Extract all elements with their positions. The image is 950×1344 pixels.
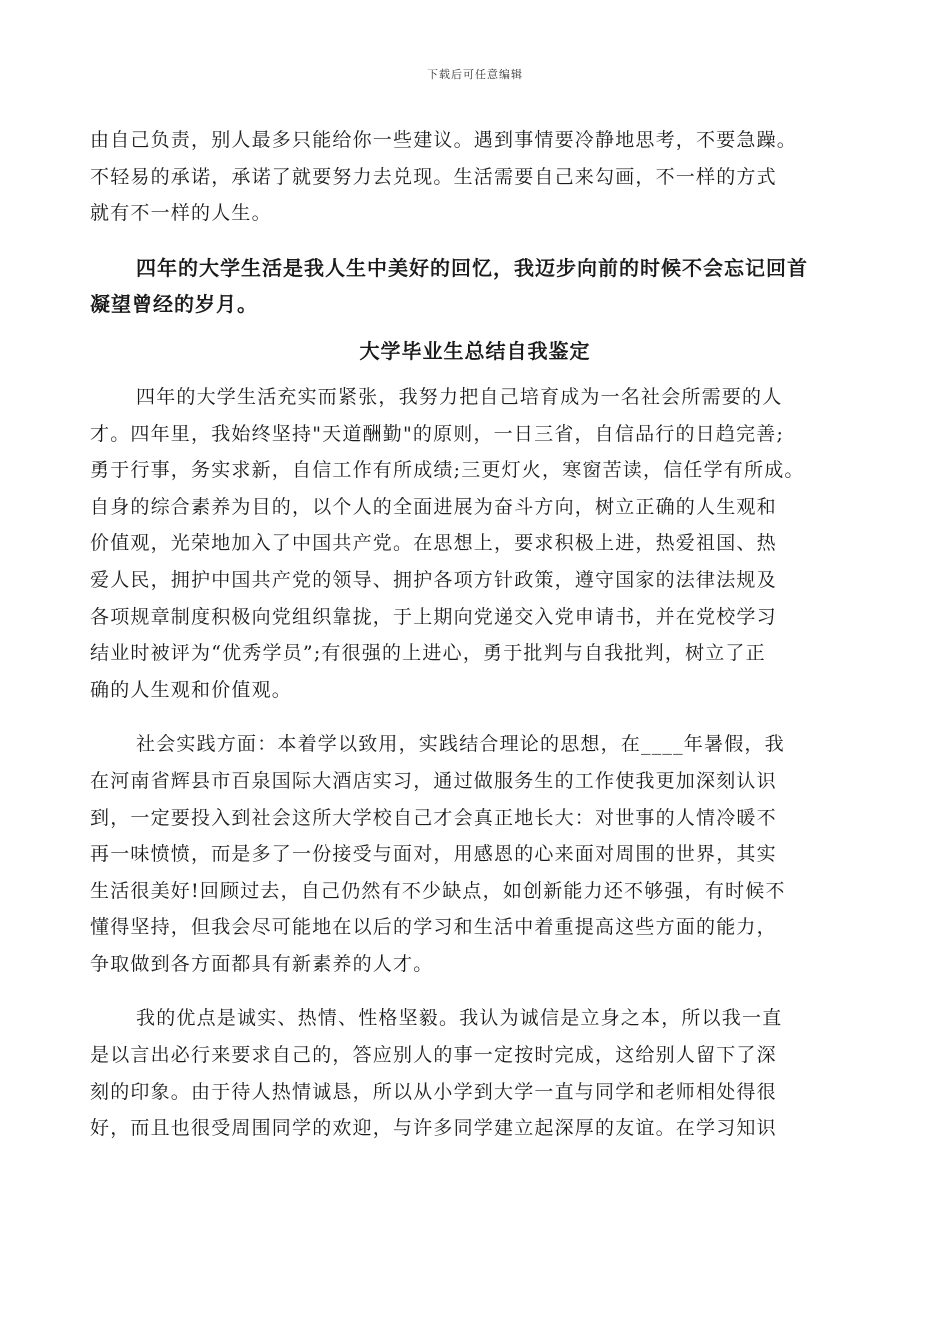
text-line: 生活很美好!回顾过去，自己仍然有不少缺点，如创新能力还不够强，有时候不: [90, 879, 786, 902]
text-line: 结业时被评为“优秀学员”;有很强的上进心，勇于批判与自我批判，树立了正: [90, 642, 766, 665]
text-line: 争取做到各方面都具有新素养的人才。: [90, 952, 434, 975]
spacer: [90, 708, 860, 726]
document-body: [90, 122, 860, 1147]
section-title: 大学毕业生总结自我鉴定: [359, 338, 591, 363]
text-line: 价值观，光荣地加入了中国共产党。在思想上，要求积极上进，热爱祖国、热: [90, 532, 777, 555]
text-line: 四年的大学生活是我人生中美好的回忆，我迈步向前的时候不会忘记回首: [136, 255, 808, 280]
paragraph-1: [90, 122, 860, 232]
bold-paragraph: [90, 250, 860, 323]
spacer: [90, 232, 860, 250]
text-line: 确的人生观和价值观。: [90, 678, 293, 701]
text-line: 才。四年里，我始终坚持"天道酬勤"的原则，一日三省，自信品行的日趋完善;: [90, 422, 785, 445]
text-line: 懂得坚持，但我会尽可能地在以后的学习和生活中着重提高这些方面的能力，: [90, 916, 777, 939]
text-line: 各项规章制度积极向党组织靠拢，于上期向党递交入党申请书，并在党校学习: [90, 605, 777, 628]
text-line: 爱人民，拥护中国共产党的领导、拥护各项方针政策，遵守国家的法律法规及: [90, 568, 777, 591]
header-note: 下载后可任意编辑: [427, 68, 523, 81]
text-line: 到，一定要投入到社会这所大学校自己才会真正地长大：对世事的人情冷暖不: [90, 806, 777, 829]
text-line: 我的优点是诚实、热情、性格坚毅。我认为诚信是立身之本，所以我一直: [136, 1007, 783, 1030]
text-line: 自身的综合素养为目的，以个人的全面进展为奋斗方向，树立正确的人生观和: [90, 495, 777, 518]
text-line: 就有不一样的人生。: [90, 202, 272, 225]
text-line: 社会实践方面：本着学以致用，实践结合理论的思想，在____年暑假，我: [136, 733, 785, 756]
text-line: 勇于行事，务实求新，自信工作有所成绩;三更灯火，寒窗苦读，信任学有所成。: [90, 459, 805, 482]
text-line: 好，而且也很受周围同学的欢迎，与许多同学建立起深厚的友谊。在学习知识: [90, 1117, 777, 1140]
paragraph-self-assessment: [90, 379, 860, 708]
text-line: 在河南省辉县市百泉国际大酒店实习，通过做服务生的工作使我更加深刻认识: [90, 769, 777, 792]
text-line: 是以言出必行来要求自己的，答应别人的事一定按时完成，这给别人留下了深: [90, 1044, 777, 1067]
spacer: [90, 982, 860, 1000]
text-line: 再一味愤愤，而是多了一份接受与面对，用感恩的心来面对周围的世界，其实: [90, 843, 777, 866]
paragraph-strengths: [90, 1000, 860, 1146]
text-line: 四年的大学生活充实而紧张，我努力把自己培育成为一名社会所需要的人: [136, 385, 783, 408]
paragraph-social-practice: [90, 726, 860, 982]
text-line: 凝望曾经的岁月。: [90, 292, 258, 317]
text-line: 由自己负责，别人最多只能给你一些建议。遇到事情要冷静地思考，不要急躁。: [90, 129, 798, 151]
text-line: 不轻易的承诺，承诺了就要努力去兑现。生活需要自己来勾画，不一样的方式: [90, 165, 777, 188]
text-line: 刻的印象。由于待人热情诚恳，所以从小学到大学一直与同学和老师相处得很: [90, 1080, 777, 1103]
